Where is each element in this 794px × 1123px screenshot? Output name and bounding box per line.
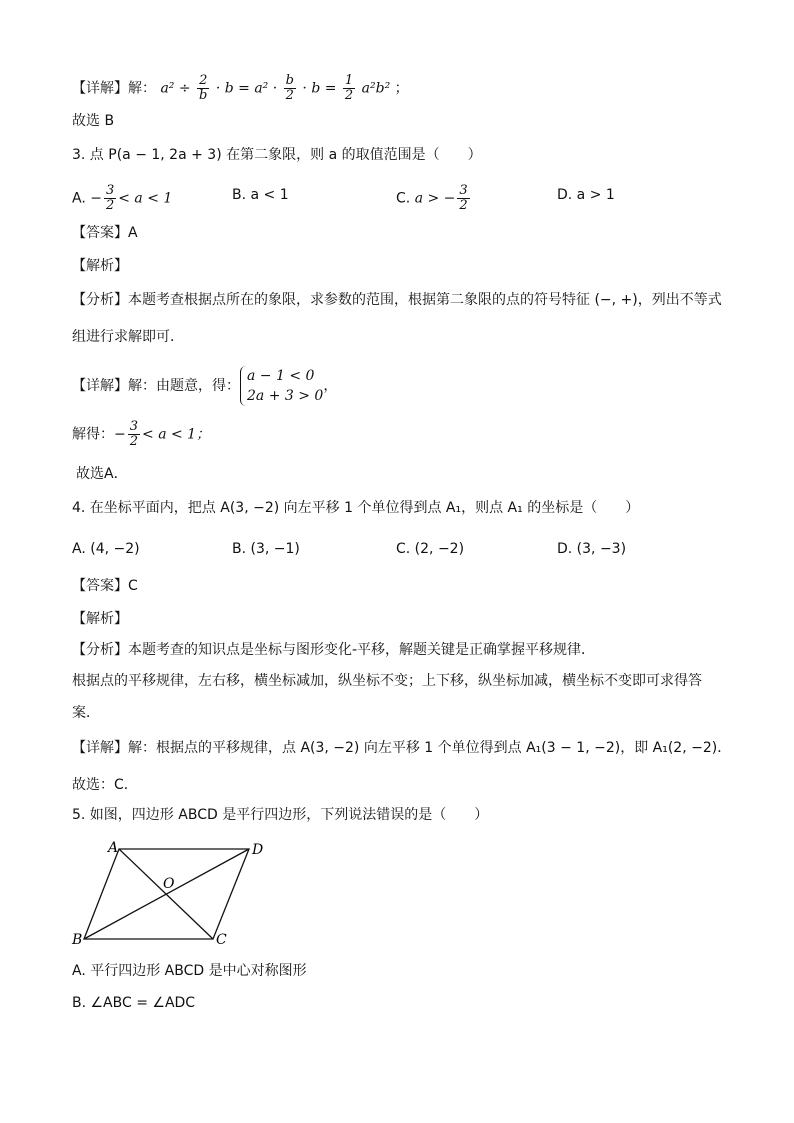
q4-option-d: D. (3, −3) <box>557 541 627 557</box>
num: 3 <box>129 419 139 434</box>
fraction <box>104 184 116 213</box>
q3-jiexi: 【解析】 <box>72 258 128 274</box>
choose-line-q2: 故选 B <box>72 113 115 129</box>
num: 2 <box>199 73 208 88</box>
q5-option-b: B. ∠ABC = ∠ADC <box>72 995 196 1011</box>
parallelogram-figure <box>68 838 268 948</box>
den: 2 <box>105 198 115 213</box>
sys-line: 2a + 3 > 0 <box>247 388 324 404</box>
fraction <box>343 74 355 103</box>
q3-option-c <box>396 184 472 213</box>
q4-stem: 4. 在坐标平面内，把点 A(3, −2) 向左平移 1 个单位得到点 A₁，则点 A₁ 的坐标是（ ） <box>72 500 640 516</box>
q4-option-c: C. (2, −2) <box>396 541 465 557</box>
expr-part: · b = a² · <box>215 80 282 97</box>
q4-choose: 故选：C． <box>72 777 138 793</box>
num: b <box>285 73 294 88</box>
fraction <box>284 74 296 103</box>
punct: ， <box>323 378 338 394</box>
q4-answer: 【答案】C <box>72 578 138 594</box>
q3-detail <box>72 366 337 406</box>
inequality-system <box>240 366 323 406</box>
num: 3 <box>105 183 115 198</box>
label-o: O <box>163 876 175 892</box>
opt-label: C. <box>396 190 411 207</box>
expr-part: · b = <box>302 80 341 97</box>
q3-option-d: D. a > 1 <box>557 187 615 203</box>
q3-stem: 3. 点 P(a − 1, 2a + 3) 在第二象限，则 a 的取值范围是（ ） <box>72 147 482 163</box>
den: 2 <box>285 88 294 103</box>
q3-answer: 【答案】A <box>72 225 138 241</box>
expr-part: < a < 1； <box>142 426 211 443</box>
sys-line: a − 1 < 0 <box>247 368 315 384</box>
label-c: C <box>216 932 227 948</box>
q3-fenxi-2: 组进行求解即可． <box>72 329 184 345</box>
sol-prefix: 解得：− <box>72 426 126 443</box>
fraction <box>197 74 209 103</box>
q4-rule-1: 根据点的平移规律，左右移，横坐标减加，纵坐标不变；上下移，纵坐标加减，横坐标不变即可求得答 <box>72 673 702 689</box>
expr-part: < a < 1 <box>118 190 173 207</box>
q4-jiexi: 【解析】 <box>72 611 128 627</box>
num: 3 <box>459 183 468 198</box>
q3-fenxi-1: 【分析】本题考查根据点所在的象限，求参数的范围，根据第二象限的点的符号特征 (−, +)，列出不等式 <box>72 292 722 308</box>
den: 2 <box>344 88 354 103</box>
q4-fenxi: 【分析】本题考查的知识点是坐标与图形变化-平移，解题关键是正确掌握平移规律． <box>72 642 596 658</box>
q4-rule-2: 案． <box>72 705 100 721</box>
expr-part: a > − <box>414 190 456 207</box>
label-a: A <box>108 840 119 856</box>
q4-option-a: A. (4, −2) <box>72 541 140 557</box>
detail-line-q2 <box>72 74 409 103</box>
expr-part: a²b² <box>361 80 391 97</box>
expr-part: a² ÷ <box>160 80 196 97</box>
num: 1 <box>344 73 354 88</box>
q3-option-b: B. a < 1 <box>232 187 289 203</box>
den: 2 <box>129 434 139 449</box>
expr-part: − <box>90 190 102 207</box>
q3-choose: 故选A． <box>76 466 128 482</box>
diagonal-bd <box>84 849 249 939</box>
detail-prefix: 【详解】解：由题意，得： <box>72 378 240 394</box>
den: b <box>199 88 208 103</box>
opt-label: A. <box>72 190 86 207</box>
q4-option-b: B. (3, −1) <box>232 541 300 557</box>
label-d: D <box>252 842 264 858</box>
detail-prefix: 【详解】解： <box>72 80 156 97</box>
label-b: B <box>72 932 83 948</box>
den: 2 <box>459 198 468 213</box>
q5-option-a: A. 平行四边形 ABCD 是中心对称图形 <box>72 963 307 979</box>
fraction <box>457 184 469 213</box>
fraction <box>128 420 140 449</box>
q5-stem: 5. 如图，四边形 ABCD 是平行四边形，下列说法错误的是（ ） <box>72 807 489 823</box>
q3-solution <box>72 420 210 449</box>
q3-option-a <box>72 184 172 213</box>
punct: ； <box>394 80 409 97</box>
q4-detail: 【详解】解：根据点的平移规律，点 A(3, −2) 向左平移 1 个单位得到点 A₁(3 − 1, −2)，即 A₁(2, −2)． <box>72 740 732 756</box>
